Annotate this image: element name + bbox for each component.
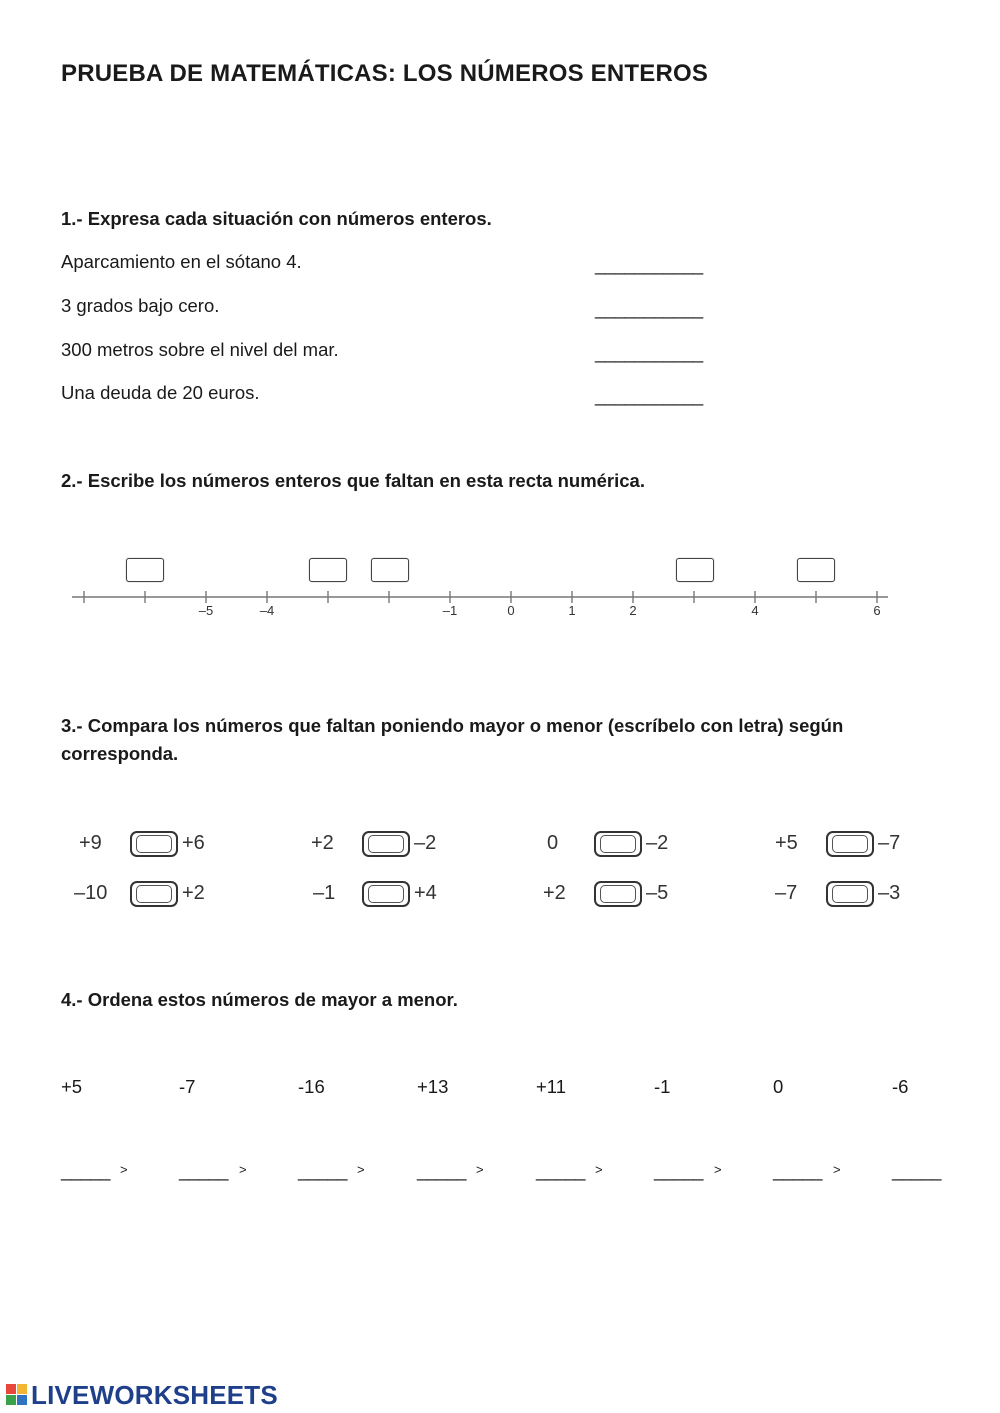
order-number: 0 bbox=[773, 1076, 784, 1097]
greater-than-sign: > bbox=[239, 1162, 247, 1177]
compare-answer-box[interactable] bbox=[130, 881, 178, 907]
order-answer-blank[interactable]: _____ bbox=[536, 1160, 585, 1181]
order-number: +5 bbox=[61, 1076, 83, 1097]
number-line-label: –1 bbox=[442, 603, 458, 618]
order-answer-blank[interactable]: _____ bbox=[179, 1160, 228, 1181]
compare-answer-box[interactable] bbox=[362, 881, 410, 907]
compare-right-number: +6 bbox=[182, 832, 205, 854]
compare-left-number: +9 bbox=[79, 832, 102, 854]
compare-left-number: +5 bbox=[775, 832, 798, 854]
compare-right-number: –7 bbox=[878, 832, 901, 854]
number-line-answer-box[interactable] bbox=[797, 558, 835, 582]
greater-than-sign: > bbox=[357, 1162, 365, 1177]
greater-than-sign: > bbox=[476, 1162, 484, 1177]
number-line-label: –4 bbox=[259, 603, 275, 618]
greater-than-sign: > bbox=[120, 1162, 128, 1177]
compare-right-number: +2 bbox=[182, 882, 205, 904]
q1-item: Una deuda de 20 euros. bbox=[61, 382, 260, 403]
greater-than-sign: > bbox=[595, 1162, 603, 1177]
compare-answer-box[interactable] bbox=[826, 881, 874, 907]
page-title: PRUEBA DE MATEMÁTICAS: LOS NÚMEROS ENTEROS bbox=[61, 60, 709, 87]
order-answer-blank[interactable]: _____ bbox=[298, 1160, 347, 1181]
number-line-answer-box[interactable] bbox=[676, 558, 714, 582]
compare-answer-box[interactable] bbox=[362, 831, 410, 857]
order-number: -7 bbox=[179, 1076, 196, 1097]
number-line-answer-box[interactable] bbox=[309, 558, 347, 582]
compare-right-number: –2 bbox=[414, 832, 437, 854]
compare-left-number: +2 bbox=[311, 832, 334, 854]
compare-left-number: –1 bbox=[313, 882, 336, 904]
q1-heading: 1.- Expresa cada situación con números enteros. bbox=[61, 208, 492, 229]
logo-text: LIVEWORKSHEETS bbox=[31, 1380, 278, 1410]
compare-left-number: 0 bbox=[547, 832, 559, 854]
compare-answer-box[interactable] bbox=[594, 831, 642, 857]
number-line-label: –5 bbox=[198, 603, 214, 618]
compare-left-number: –7 bbox=[775, 882, 798, 904]
q1-item: 3 grados bajo cero. bbox=[61, 295, 220, 316]
compare-left-number: +2 bbox=[543, 882, 566, 904]
order-number: +13 bbox=[417, 1076, 449, 1097]
number-line-label: 4 bbox=[751, 603, 759, 618]
order-number: -16 bbox=[298, 1076, 325, 1097]
q3-heading: 3.- Compara los números que faltan poniendo mayor o menor (escríbelo con letra) según corresponda. bbox=[61, 715, 844, 764]
number-line-label: 6 bbox=[873, 603, 881, 618]
q1-item: 300 metros sobre el nivel del mar. bbox=[61, 339, 339, 360]
compare-left-number: –10 bbox=[74, 882, 108, 904]
compare-right-number: +4 bbox=[414, 882, 437, 904]
q1-answer-blank[interactable]: ___________ bbox=[595, 342, 703, 363]
q1-item: Aparcamiento en el sótano 4. bbox=[61, 251, 302, 272]
order-answer-blank[interactable]: _____ bbox=[773, 1160, 822, 1181]
number-line-answer-box[interactable] bbox=[126, 558, 164, 582]
order-answer-blank[interactable]: _____ bbox=[892, 1160, 941, 1181]
compare-right-number: –5 bbox=[646, 882, 669, 904]
q1-answer-blank[interactable]: ___________ bbox=[595, 254, 703, 275]
order-number: -1 bbox=[654, 1076, 671, 1097]
number-line-label: 2 bbox=[629, 603, 637, 618]
number-line-label: 0 bbox=[507, 603, 515, 618]
number-line bbox=[60, 585, 900, 625]
greater-than-sign: > bbox=[833, 1162, 841, 1177]
greater-than-sign: > bbox=[714, 1162, 722, 1177]
q1-answer-blank[interactable]: ___________ bbox=[595, 298, 703, 319]
order-answer-blank[interactable]: _____ bbox=[417, 1160, 466, 1181]
number-line-label: 1 bbox=[568, 603, 576, 618]
compare-answer-box[interactable] bbox=[130, 831, 178, 857]
compare-answer-box[interactable] bbox=[826, 831, 874, 857]
order-answer-blank[interactable]: _____ bbox=[654, 1160, 703, 1181]
order-number: +11 bbox=[536, 1076, 567, 1097]
q4-heading: 4.- Ordena estos números de mayor a menor. bbox=[61, 989, 458, 1010]
number-line-answer-box[interactable] bbox=[371, 558, 409, 582]
compare-right-number: –3 bbox=[878, 882, 901, 904]
order-number: -6 bbox=[892, 1076, 909, 1097]
order-answer-blank[interactable]: _____ bbox=[61, 1160, 110, 1181]
q1-answer-blank[interactable]: ___________ bbox=[595, 385, 703, 406]
compare-right-number: –2 bbox=[646, 832, 669, 854]
liveworksheets-logo[interactable] bbox=[6, 1380, 278, 1411]
blocks-icon bbox=[6, 1384, 28, 1406]
compare-answer-box[interactable] bbox=[594, 881, 642, 907]
q2-heading: 2.- Escribe los números enteros que faltan en esta recta numérica. bbox=[61, 470, 645, 491]
